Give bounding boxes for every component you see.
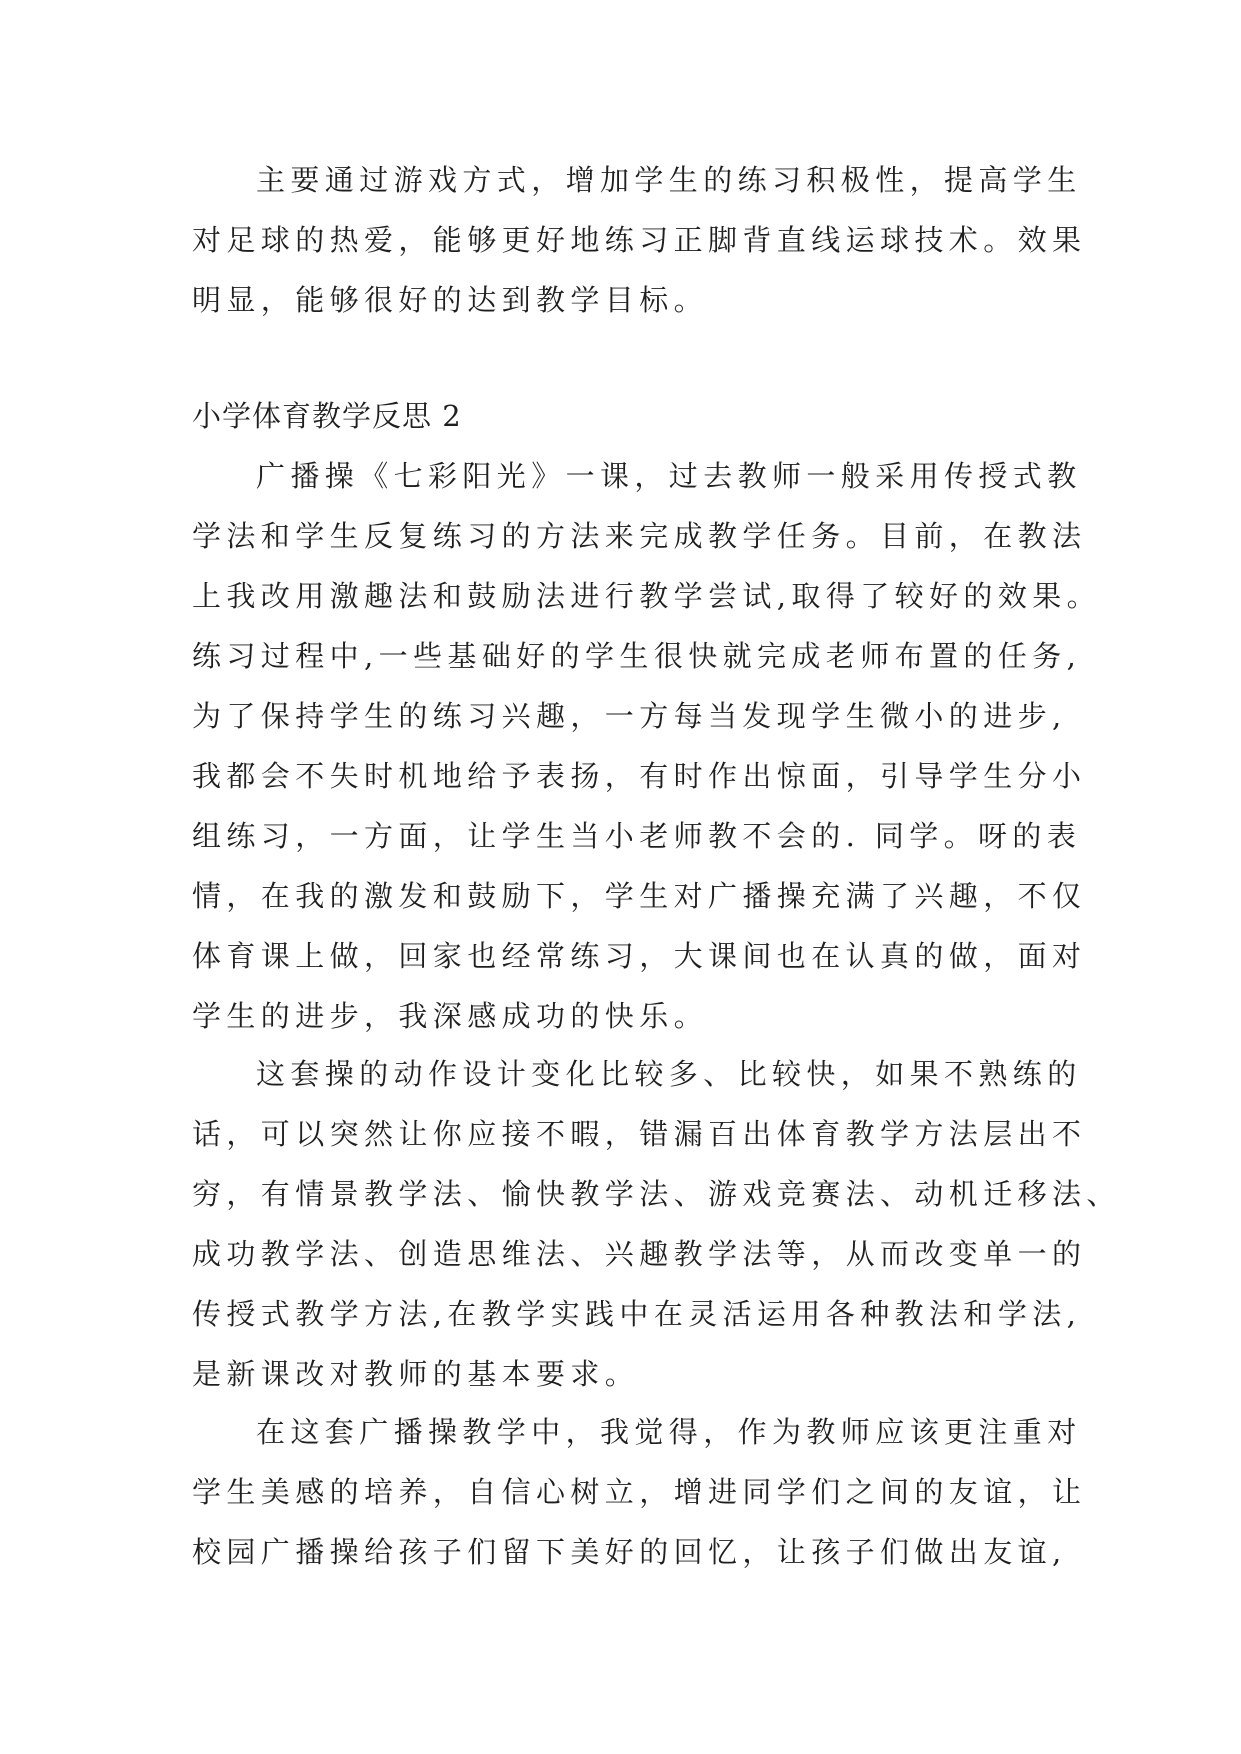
paragraph-1-line-1: 主要通过游戏方式，增加学生的练习积极性，提高学生 xyxy=(256,163,1082,197)
paragraph-3-line-5: 传授式教学方法,在教学实践中在灵活运用各种教法和学法, xyxy=(192,1297,1082,1331)
paragraph-1-line-2: 对足球的热爱，能够更好地练习正脚背直线运球技术。效果 xyxy=(192,223,1087,257)
section-title: 小学体育教学反思 2 xyxy=(192,399,462,433)
paragraph-3-line-4: 成功教学法、创造思维法、兴趣教学法等，从而改变单一的 xyxy=(192,1237,1087,1271)
paragraph-2-line-2: 学法和学生反复练习的方法来完成教学任务。目前，在教法 xyxy=(192,519,1087,553)
paragraph-2-line-9: 体育课上做，回家也经常练习，大课间也在认真的做，面对 xyxy=(192,939,1087,973)
paragraph-2-line-6: 我都会不失时机地给予表扬，有时作出惊面，引导学生分小 xyxy=(192,759,1087,793)
paragraph-4-line-2: 学生美感的培养，自信心树立，增进同学们之间的友谊，让 xyxy=(192,1475,1087,1509)
paragraph-2-line-7: 组练习，一方面，让学生当小老师教不会的. 同学。呀的表 xyxy=(192,819,1082,853)
paragraph-2-line-8: 情，在我的激发和鼓励下，学生对广播操充满了兴趣，不仅 xyxy=(192,879,1087,913)
paragraph-3-line-3: 穷，有情景教学法、愉快教学法、游戏竞赛法、动机迁移法、 xyxy=(192,1177,1121,1211)
paragraph-2-line-4: 练习过程中,一些基础好的学生很快就完成老师布置的任务, xyxy=(192,639,1082,673)
paragraph-1-line-3: 明显，能够很好的达到教学目标。 xyxy=(192,283,709,317)
paragraph-2-line-1: 广播操《七彩阳光》一课，过去教师一般采用传授式教 xyxy=(256,459,1082,493)
paragraph-2-line-3: 上我改用激趣法和鼓励法进行教学尝试,取得了较好的效果。 xyxy=(192,579,1102,613)
paragraph-4-line-1: 在这套广播操教学中，我觉得，作为教师应该更注重对 xyxy=(256,1415,1082,1449)
paragraph-2-line-5: 为了保持学生的练习兴趣，一方每当发现学生微小的进步, xyxy=(192,699,1067,733)
paragraph-3-line-2: 话，可以突然让你应接不暇，错漏百出体育教学方法层出不 xyxy=(192,1117,1087,1151)
paragraph-4-line-3: 校园广播操给孩子们留下美好的回忆，让孩子们做出友谊, xyxy=(192,1535,1067,1569)
paragraph-3-line-6: 是新课改对教师的基本要求。 xyxy=(192,1357,640,1391)
paragraph-3-line-1: 这套操的动作设计变化比较多、比较快，如果不熟练的 xyxy=(256,1057,1082,1091)
paragraph-2-line-10: 学生的进步，我深感成功的快乐。 xyxy=(192,999,709,1033)
